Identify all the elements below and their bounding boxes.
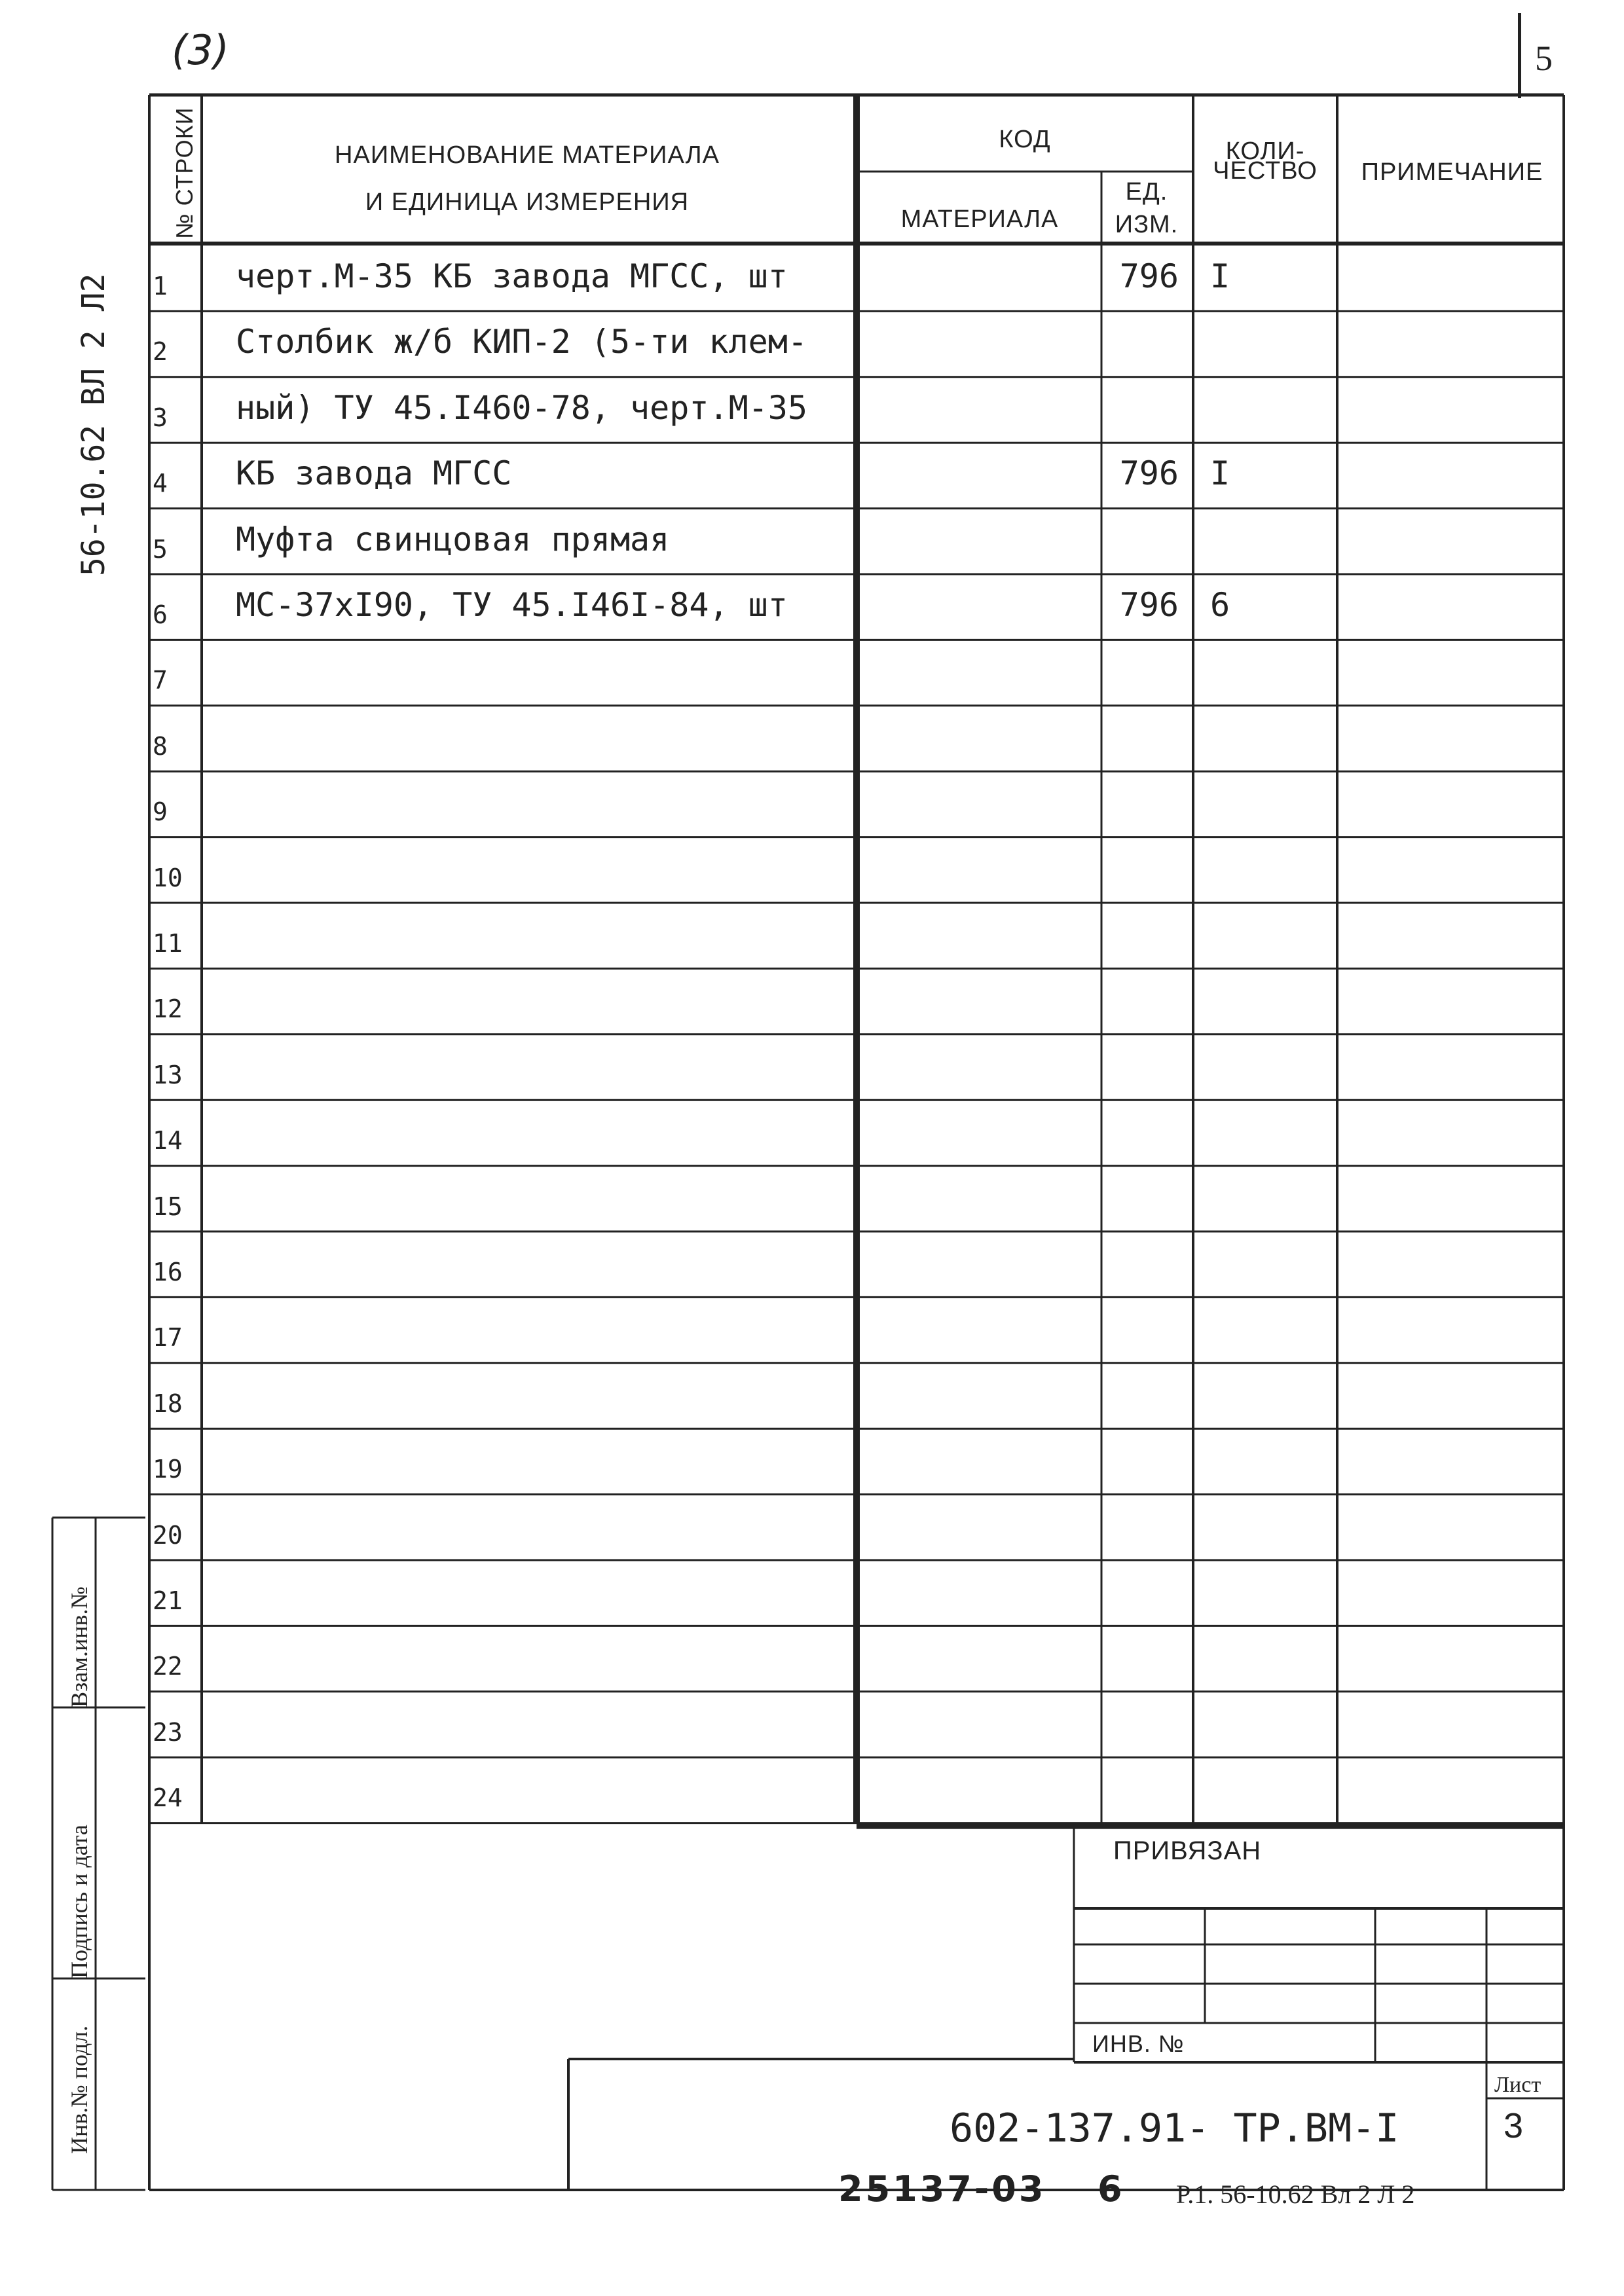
header-qty-line1: КОЛИ- (1225, 137, 1305, 165)
footer-reference: Р.1. 56-10.62 Вл 2 Л 2 (1176, 2179, 1415, 2209)
row-number: 5 (153, 534, 168, 564)
header-unit-line1: ЕД. (1125, 178, 1168, 206)
row-number: 12 (153, 994, 183, 1024)
side-stamp-vzam: Взам.инв.№ (66, 1586, 92, 1707)
header-code: КОД (999, 126, 1051, 153)
header-row-no: № СТРОКИ (171, 107, 198, 239)
side-stamp-inv-podl: Инв.№ подл. (66, 2025, 92, 2154)
row-material-name: ный) ТУ 45.I460-78, черт.М-35 (236, 388, 807, 427)
row-material-name: черт.М-35 КБ завода МГСС, шт (236, 257, 788, 295)
margin-code: 56-10.62 ВЛ 2 Л2 (75, 273, 112, 576)
row-number: 13 (153, 1060, 183, 1089)
footer-copy-number: 6 (1098, 2168, 1122, 2210)
row-number: 9 (153, 797, 168, 827)
header-material: МАТЕРИАЛА (900, 206, 1059, 233)
stamp-designation: 602-137.91- ТР.ВМ-I (950, 2105, 1399, 2151)
row-number: 10 (153, 863, 183, 892)
row-number: 20 (153, 1520, 183, 1550)
header-name-line1: НАИМЕНОВАНИЕ МАТЕРИАЛА (335, 141, 720, 169)
stamp-sheet-label: Лист (1494, 2073, 1541, 2097)
row-number: 23 (153, 1717, 183, 1747)
row-number: 24 (153, 1783, 183, 1813)
stamp-inv-no: ИНВ. № (1092, 2030, 1185, 2057)
header-note: ПРИМЕЧАНИЕ (1361, 158, 1543, 186)
stamp-privyazan: ПРИВЯЗАН (1113, 1836, 1262, 1865)
row-number: 11 (153, 929, 183, 958)
row-material-name: Столбик ж/б КИП-2 (5-ти клем- (236, 323, 807, 361)
row-number: 7 (153, 666, 168, 695)
corner-mark: (3) (172, 26, 229, 74)
row-quantity: 6 (1210, 586, 1230, 624)
row-number: 21 (153, 1586, 183, 1615)
row-number: 17 (153, 1323, 183, 1353)
row-number: 4 (153, 469, 168, 498)
row-material-name: КБ завода МГСС (236, 454, 512, 493)
row-unit: 796 (1119, 257, 1179, 295)
row-number: 19 (153, 1455, 183, 1484)
row-number: 3 (153, 403, 168, 432)
row-number: 18 (153, 1389, 183, 1418)
row-number: 1 (153, 272, 168, 301)
row-quantity: I (1210, 257, 1230, 295)
row-material-name: Муфта свинцовая прямая (236, 520, 670, 558)
header-name-line2: И ЕДИНИЦА ИЗМЕРЕНИЯ (365, 189, 690, 216)
row-number: 8 (153, 731, 168, 761)
row-unit: 796 (1119, 454, 1179, 493)
footer-order-number: 25137-03 (838, 2168, 1046, 2210)
header-qty-line2: ЧЕСТВО (1213, 157, 1318, 185)
row-number: 2 (153, 337, 168, 367)
page-number: 5 (1535, 39, 1553, 78)
row-number: 15 (153, 1192, 183, 1221)
row-unit: 796 (1119, 586, 1179, 624)
side-stamp-signature: Подпись и дата (66, 1825, 92, 1978)
row-number: 22 (153, 1652, 183, 1681)
row-quantity: I (1210, 454, 1230, 493)
row-number: 6 (153, 600, 168, 629)
row-number: 14 (153, 1126, 183, 1156)
row-number: 16 (153, 1258, 183, 1286)
header-unit-line2: ИЗМ. (1115, 211, 1179, 238)
row-material-name: МС-37хI90, ТУ 45.I46I-84, шт (236, 586, 788, 624)
stamp-sheet-number: 3 (1504, 2106, 1524, 2145)
